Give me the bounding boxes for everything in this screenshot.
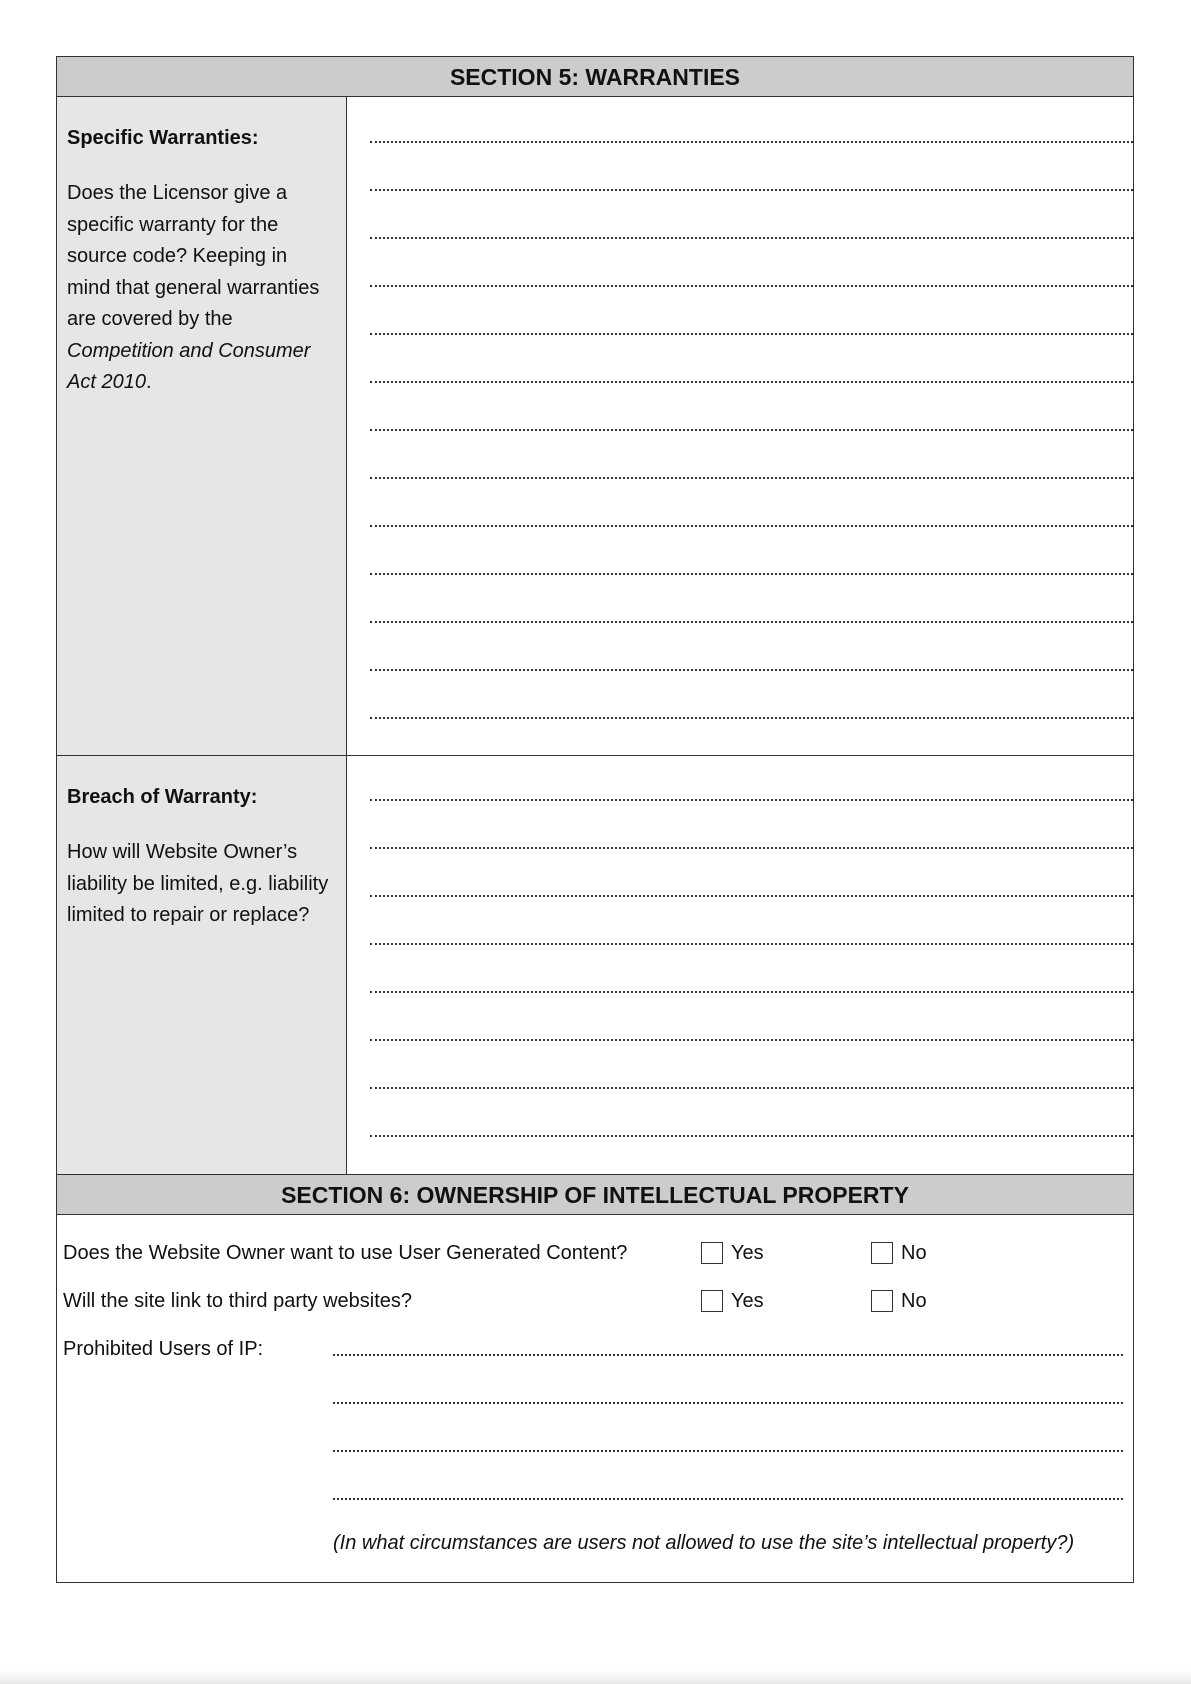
specific-warranties-answer-line[interactable] (370, 429, 1133, 431)
specific-warranties-answer-line[interactable] (370, 189, 1133, 191)
specific-warranties-answer-line[interactable] (370, 525, 1133, 527)
links-no-label: No (901, 1290, 927, 1312)
breach-answer-line[interactable] (370, 895, 1133, 897)
breach-answer-line[interactable] (370, 1135, 1133, 1137)
prohibited-users-label: Prohibited Users of IP: (63, 1338, 264, 1360)
prohibited-users-answer-line[interactable] (333, 1354, 1123, 1356)
specific-warranties-answer-line[interactable] (370, 717, 1133, 719)
specific-warranties-label-cell (57, 97, 347, 755)
warranties-ip-form (56, 56, 1134, 1583)
links-no-checkbox[interactable] (871, 1290, 893, 1312)
specific-warranties-answer-line[interactable] (370, 477, 1133, 479)
specific-warranties-question-text: Does the Licensor give a specific warranty for the source code? Keeping in mind that general warranties are covered by the (67, 182, 320, 330)
links-yes-checkbox[interactable] (701, 1290, 723, 1312)
specific-warranties-answer-line[interactable] (370, 141, 1133, 143)
specific-warranties-question-end: . (145, 371, 152, 393)
breach-of-warranty-label: Breach of Warranty: (67, 786, 258, 808)
specific-warranties-label: Specific Warranties: (67, 127, 259, 149)
breach-answer-line[interactable] (370, 943, 1133, 945)
section5-header: SECTION 5: WARRANTIES (57, 57, 1133, 97)
ugc-no-label: No (901, 1242, 927, 1264)
specific-warranties-question (67, 178, 336, 399)
breach-answer-line[interactable] (370, 1039, 1133, 1041)
breach-answer-line[interactable] (370, 1087, 1133, 1089)
links-yes-label: Yes (731, 1290, 764, 1312)
breach-of-warranty-label-cell (57, 756, 347, 1174)
ugc-question: Does the Website Owner want to use User Generated Content? (63, 1242, 628, 1264)
breach-answer-line[interactable] (370, 847, 1133, 849)
breach-of-warranty-question: How will Website Owner’s liability be limited, e.g. liability limited to repair or replace? (67, 841, 329, 926)
prohibited-users-answer-line[interactable] (333, 1498, 1123, 1500)
specific-warranties-answer-line[interactable] (370, 285, 1133, 287)
specific-warranties-answer-line[interactable] (370, 621, 1133, 623)
breach-answer-line[interactable] (370, 991, 1133, 993)
prohibited-users-answer-line[interactable] (333, 1402, 1123, 1404)
ugc-yes-checkbox[interactable] (701, 1242, 723, 1264)
specific-warranties-answer-line[interactable] (370, 333, 1133, 335)
act-name: Competition and Consumer Act 2010 (67, 339, 311, 393)
specific-warranties-answer-line[interactable] (370, 669, 1133, 671)
ugc-yes-label: Yes (731, 1242, 764, 1264)
section6-header: SECTION 6: OWNERSHIP OF INTELLECTUAL PROPERTY (57, 1175, 1133, 1215)
prohibited-users-note: (In what circumstances are users not allowed to use the site’s intellectual property?) (333, 1532, 1075, 1554)
breach-answer-line[interactable] (370, 799, 1133, 801)
specific-warranties-answer-line[interactable] (370, 573, 1133, 575)
specific-warranties-answer-line[interactable] (370, 381, 1133, 383)
page-bottom-edge (0, 1670, 1191, 1684)
ugc-no-checkbox[interactable] (871, 1242, 893, 1264)
third-party-links-question: Will the site link to third party websites? (63, 1290, 413, 1312)
specific-warranties-answer-line[interactable] (370, 237, 1133, 239)
prohibited-users-answer-line[interactable] (333, 1450, 1123, 1452)
